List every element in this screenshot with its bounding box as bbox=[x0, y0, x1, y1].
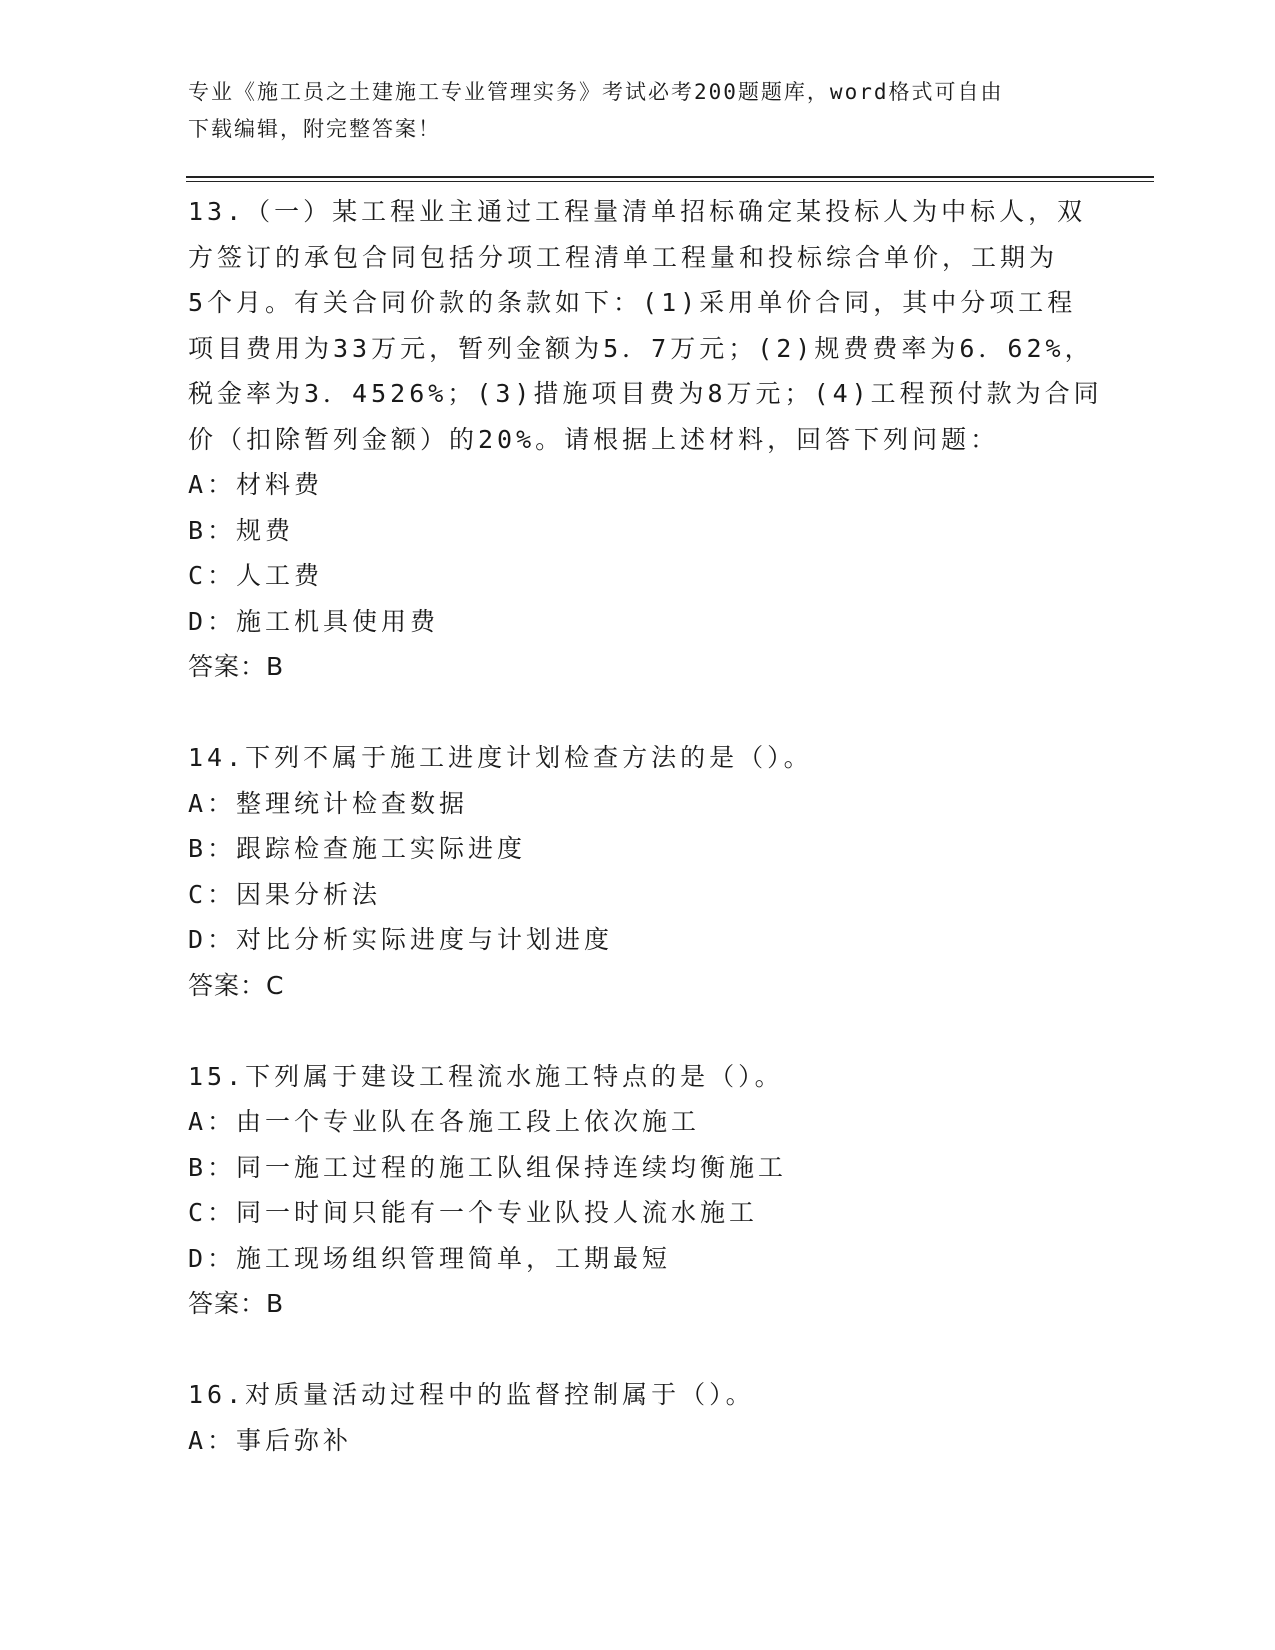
question-stem-line: 价（扣除暂列金额）的20%。请根据上述材料，回答下列问题： bbox=[188, 424, 1000, 454]
option-a: A：由一个专业队在各施工段上依次施工 bbox=[188, 1107, 701, 1136]
header-divider-thick bbox=[186, 176, 1154, 178]
option-b: B：跟踪检查施工实际进度 bbox=[188, 834, 527, 863]
question-stem-line: 税金率为3．4526%；(3)措施项目费为8万元；(4)工程预付款为合同 bbox=[188, 379, 1103, 408]
question-stem-line: 14.下列不属于施工进度计划检查方法的是（）。 bbox=[188, 743, 813, 772]
option-a: A：材料费 bbox=[188, 470, 324, 499]
spacer bbox=[188, 1008, 1088, 1054]
option-d: D：对比分析实际进度与计划进度 bbox=[188, 925, 614, 954]
answer-line: 答案：B bbox=[188, 1289, 285, 1318]
question-15 bbox=[188, 1054, 1088, 1327]
spacer bbox=[188, 690, 1088, 736]
option-a: A：整理统计检查数据 bbox=[188, 788, 469, 818]
spacer bbox=[188, 1327, 1088, 1373]
document-header bbox=[188, 74, 1088, 148]
question-list bbox=[188, 189, 1103, 1463]
header-divider-thin bbox=[186, 181, 1154, 182]
question-stem-line: 5个月。有关合同价款的条款如下：(1)采用单价合同，其中分项工程 bbox=[188, 288, 1077, 317]
question-stem-line: 16.对质量活动过程中的监督控制属于（）。 bbox=[188, 1380, 755, 1409]
question-stem-line: 13.（一）某工程业主通过工程量清单招标确定某投标人为中标人，双 bbox=[188, 197, 1087, 226]
option-a: A：事后弥补 bbox=[188, 1425, 353, 1455]
question-16 bbox=[188, 1372, 1088, 1463]
question-stem-line: 项目费用为33万元，暂列金额为5．7万元；(2)规费费率为6．62%， bbox=[188, 333, 1094, 363]
header-line-1: 专业《施工员之土建施工专业管理实务》考试必考200题题库，word格式可自由 bbox=[188, 80, 1004, 104]
option-b: B：规费 bbox=[188, 515, 295, 545]
option-c: C：同一时间只能有一个专业队投人流水施工 bbox=[188, 1198, 759, 1227]
question-13 bbox=[188, 189, 1103, 690]
question-stem-line: 方签订的承包合同包括分项工程清单工程量和投标综合单价，工期为 bbox=[188, 242, 1059, 272]
question-14 bbox=[188, 735, 1088, 1008]
option-c: C：因果分析法 bbox=[188, 879, 382, 909]
option-c: C：人工费 bbox=[188, 561, 324, 590]
option-d: D：施工现场组织管理简单，工期最短 bbox=[188, 1243, 672, 1273]
option-d: D：施工机具使用费 bbox=[188, 606, 440, 636]
answer-line: 答案：B bbox=[188, 652, 285, 681]
option-b: B：同一施工过程的施工队组保持连续均衡施工 bbox=[188, 1152, 788, 1182]
header-line-2: 下载编辑，附完整答案！ bbox=[188, 117, 441, 141]
answer-line: 答案：C bbox=[188, 970, 285, 1000]
question-stem-line: 15.下列属于建设工程流水施工特点的是（）。 bbox=[188, 1061, 784, 1091]
